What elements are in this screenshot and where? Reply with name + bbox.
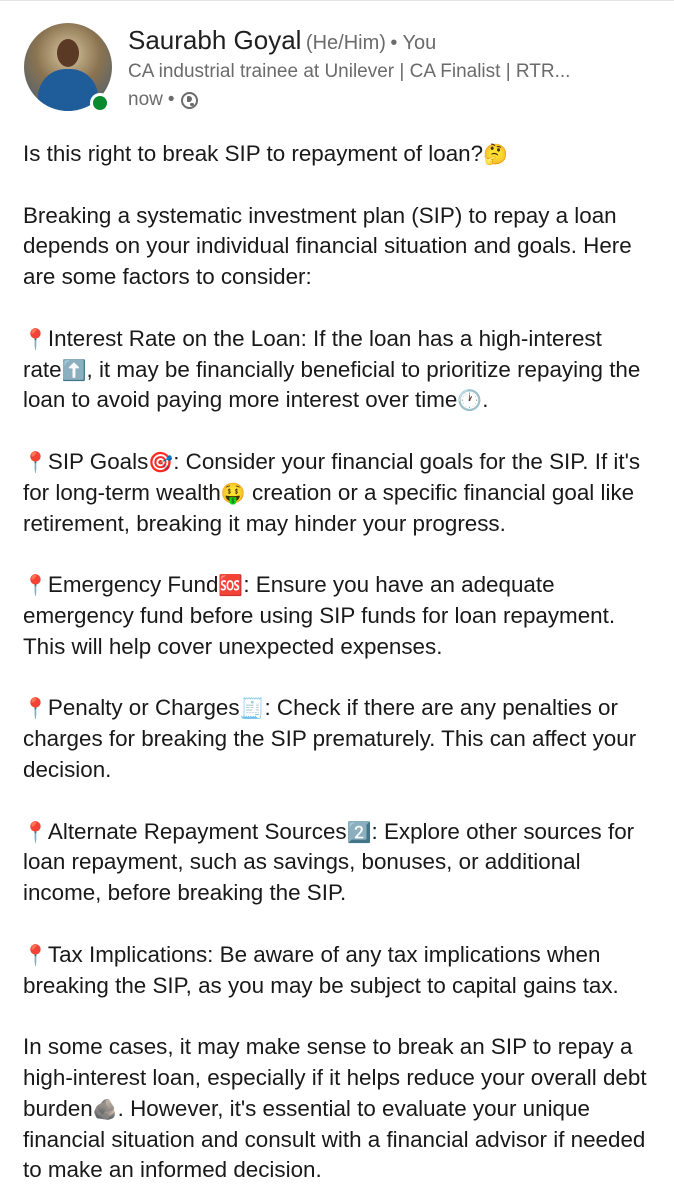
point-sip-goals	[23, 447, 654, 539]
conclusion-text: . However, it's essential to evaluate your unique financial situation and consult with a financial advisor if needed to make an informed decision.	[23, 1095, 646, 1183]
point-emergency-fund	[23, 570, 654, 662]
point-text: : Ensure you have an adequate emergency fund before using SIP funds for loan repayment. This will help cover unexpected expenses.	[23, 572, 616, 659]
point-text: Emergency Fund	[47, 572, 219, 598]
point-penalty	[23, 693, 654, 785]
keycap-two-icon: 2️⃣	[346, 819, 372, 844]
avatar-head-shape	[57, 39, 79, 67]
conclusion-text: In some cases, it may make sense to break an SIP to repay a high-interest loan, especially if it helps reduce your overall debt burden	[23, 1034, 647, 1121]
online-status-icon	[90, 93, 110, 113]
point-tax	[23, 940, 654, 1002]
author-name[interactable]: Saurabh Goyal	[128, 25, 302, 55]
up-arrow-icon: ⬆️	[61, 357, 87, 382]
sos-icon: 🆘	[218, 573, 244, 598]
point-text: Interest Rate on the Loan: If the loan has a high-interest rate	[23, 325, 602, 382]
pin-icon: 📍	[23, 573, 48, 598]
pin-icon: 📍	[23, 942, 48, 967]
post-question	[23, 139, 654, 170]
author-relation: • You	[390, 32, 437, 54]
point-text: , it may be financially beneficial to prioritize repaying the loan to avoid paying more interest over time	[23, 356, 641, 413]
point-text: .	[482, 387, 489, 413]
receipt-icon: 🧾	[239, 696, 265, 721]
post-time: now	[128, 89, 163, 110]
author-headline: CA industrial trainee at Unilever | CA Finalist | RTR...	[128, 61, 571, 82]
avatar-body-shape	[38, 69, 98, 111]
point-text: creation or a specific financial goal like retirement, breaking it may hinder your progress.	[23, 479, 635, 536]
question-text: Is this right to break SIP to repayment of loan?	[23, 141, 484, 166]
point-text: Penalty or Charges	[47, 695, 240, 721]
post-header	[0, 1, 674, 119]
point-alternate-sources	[23, 817, 654, 909]
post-meta	[128, 89, 198, 111]
thinking-face-icon: 🤔	[483, 142, 508, 166]
pin-icon: 📍	[23, 449, 48, 474]
point-text: Tax Implications: Be aware of any tax implications when breaking the SIP, as you may be subject to capital gains tax.	[23, 941, 619, 998]
globe-icon[interactable]	[181, 92, 198, 109]
author-pronouns: (He/Him)	[305, 32, 386, 54]
point-text: : Consider your financial goals for the SIP. If it's for long-term wealth	[23, 448, 641, 505]
pin-icon: 📍	[23, 696, 48, 721]
point-text: : Check if there are any penalties or charges for breaking the SIP prematurely. This can affect your decision.	[23, 695, 637, 782]
pin-icon: 📍	[23, 819, 48, 844]
point-text: : Explore other sources for loan repayment, such as savings, bonuses, or additional income, before breaking the SIP.	[23, 818, 635, 906]
clock-icon: 🕐	[457, 388, 483, 413]
post-conclusion	[23, 1032, 654, 1186]
meta-separator: •	[167, 89, 175, 110]
rock-icon: 🪨	[92, 1096, 118, 1121]
point-text: Alternate Repayment Sources	[47, 818, 347, 844]
author-line	[128, 25, 436, 56]
money-face-icon: 🤑	[220, 480, 246, 505]
pin-icon: 📍	[23, 326, 48, 351]
point-text: SIP Goals	[47, 448, 149, 474]
post-body	[0, 119, 674, 1186]
target-icon: 🎯	[148, 449, 174, 474]
point-interest-rate	[23, 324, 654, 416]
post-intro: Breaking a systematic investment plan (SIP) to repay a loan depends on your individual financial situation and goals. Here are some factors to consider:	[23, 202, 632, 290]
